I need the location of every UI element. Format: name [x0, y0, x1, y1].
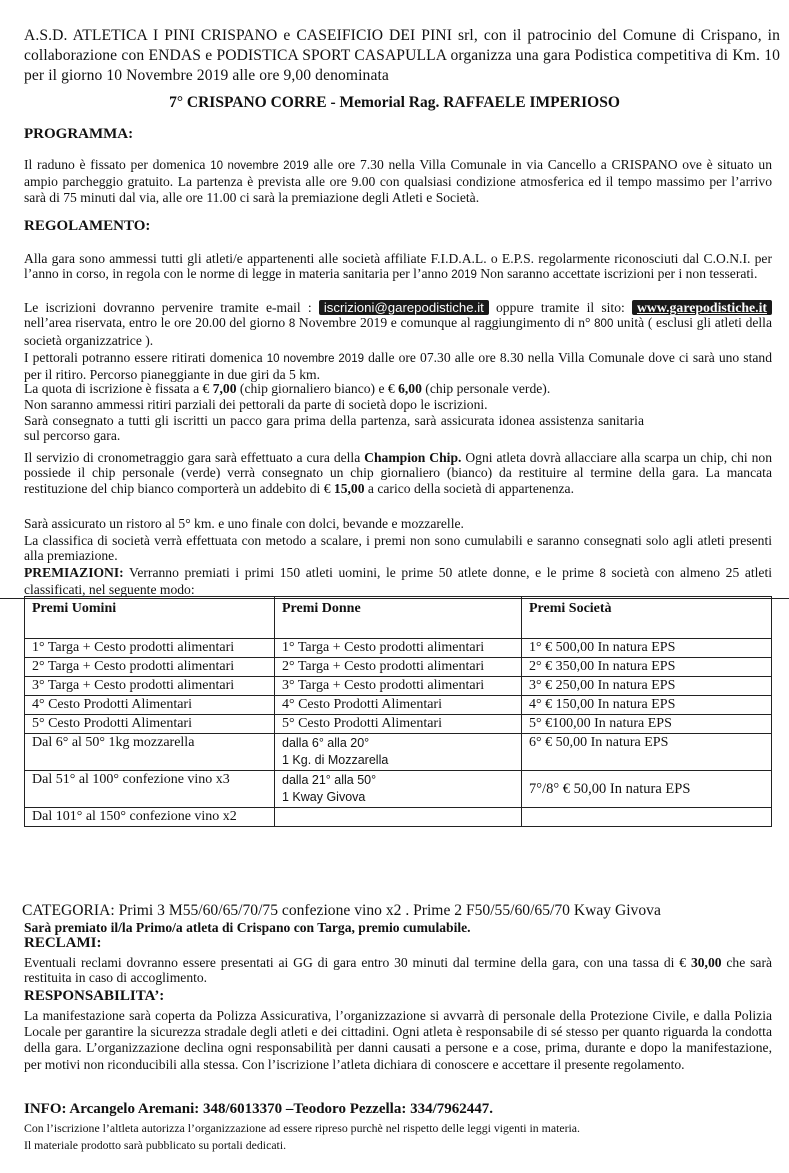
- table-cell: 3° € 250,00 In natura EPS: [522, 677, 772, 696]
- premiazioni-text-a: Verranno premiati i primi 150 atleti uomini, le prime 50 atlete donne, e le prime: [123, 565, 600, 580]
- table-cell: 1° Targa + Cesto prodotti alimentari: [275, 639, 522, 658]
- regolamento-p4-d: 6,00: [398, 381, 422, 396]
- reclami-text-2: che sarà restituita in caso di accoglimento.: [24, 955, 772, 986]
- categoria-line: CATEGORIA: Primi 3 M55/60/65/70/75 confezione vino x2 . Prime 2 F50/55/60/65/70 Kway Givova: [22, 902, 661, 919]
- programma-text-1: Il raduno è fissato per domenica: [24, 157, 211, 172]
- reclami-text-1: Eventuali reclami dovranno essere presentati ai GG di gara entro 30 minuti dal termine della gara, con una tassa di €: [24, 955, 691, 970]
- table-cell: Dal 6° al 50° 1kg mozzarella: [25, 734, 275, 771]
- footer-publication: Il materiale prodotto sarà pubblicato su portali dedicati.: [24, 1138, 287, 1152]
- header-premi-donne: Premi Donne: [275, 597, 522, 639]
- table-row: [25, 677, 772, 696]
- table-cell: 3° Targa + Cesto prodotti alimentari: [25, 677, 275, 696]
- table-cell: 4° € 150,00 In natura EPS: [522, 696, 772, 715]
- regolamento-p2-b: oppure tramite il sito:: [488, 300, 632, 315]
- reclami-amount: 30,00: [690, 955, 722, 970]
- regolamento-p9: La classifica di società verrà effettuata con metodo a scalare, i premi non sono cumulabili e saranno consegnati solo agli atleti presenti alla premiazione.: [24, 533, 772, 564]
- regolamento-p6: Sarà consegnato a tutti gli iscritti un pacco gara prima della partenza, sarà assicurata idonea assistenza sanitaria sul percorso gara.: [24, 413, 644, 444]
- responsabilita-heading: RESPONSABILITA’:: [24, 988, 165, 1004]
- programma-text: [24, 157, 772, 205]
- regolamento-p7-a: Il servizio di cronometraggio gara sarà effettuato a cura della: [24, 450, 365, 465]
- regolamento-p7-b: Champion Chip.: [364, 450, 462, 465]
- table-cell: 2° € 350,00 In natura EPS: [522, 658, 772, 677]
- table-cell-line: 1 Kway Givova: [282, 790, 366, 804]
- regolamento-p4-a: La quota di iscrizione è fissata a €: [24, 381, 213, 396]
- regolamento-p3-date: 10 novembre 2019: [266, 353, 364, 365]
- table-cell: 5° Cesto Prodotti Alimentari: [25, 715, 275, 734]
- table-cell: 7°/8° € 50,00 In natura EPS: [522, 771, 772, 808]
- table-cell: Dal 51° al 100° confezione vino x3: [25, 771, 275, 808]
- crispano-award: Sarà premiato il/la Primo/a atleta di Crispano con Targa, premio cumulabile.: [24, 920, 471, 935]
- premiazioni-heading: PREMIAZIONI:: [24, 565, 124, 580]
- intro-paragraph: A.S.D. ATLETICA I PINI CRISPANO e CASEIFICIO DEI PINI srl, con il patrocinio del Comune di Crispano, in collaborazione con ENDAS e PODISTICA SPORT CASAPULLA organizza una gara Podistica competitiva di Km. 10 per il giorno 10 Novembre 2019 alle ore 9,00 denominata: [24, 27, 780, 84]
- header-premi-uomini: Premi Uomini: [25, 597, 275, 639]
- regolamento-p1: [24, 251, 772, 284]
- regolamento-p4-b: 7,00: [212, 381, 237, 396]
- table-row: [25, 808, 772, 827]
- prizes-table: [24, 596, 772, 827]
- table-cell: [275, 734, 522, 771]
- table-row: [25, 658, 772, 677]
- regolamento-p2-day: 8: [288, 318, 296, 331]
- regolamento-p2-e: unità ( esclusi gli atleti della società organizzatrice ).: [24, 315, 772, 348]
- table-cell: 6° € 50,00 In natura EPS: [522, 734, 772, 771]
- race-title: 7° CRISPANO CORRE - Memorial Rag. RAFFAELE IMPERIOSO: [169, 94, 620, 111]
- table-cell-line: 1 Kg. di Mozzarella: [282, 753, 389, 767]
- reclami-text: [24, 955, 772, 986]
- table-cell: 3° Targa + Cesto prodotti alimentari: [275, 677, 522, 696]
- programma-text-2: alle ore 7.30 nella Villa Comunale in via Cancello a CRISPANO ove è situato un ampio parcheggio gratuito. La partenza è prevista alle ore 9.00 con qualsiasi condizione atmosferica ed il tempo massimo per l’arrivo sarà di 75 minuti dal via, alle ore 11.00 ci sarà la premiazione degli Atleti e Società.: [24, 157, 772, 205]
- regolamento-p3: [24, 350, 772, 383]
- table-cell: Dal 101° al 150° confezione vino x2: [25, 808, 275, 827]
- regolamento-p2-c: nell’area riservata, entro le ore 20.00 del giorno: [24, 315, 289, 331]
- table-cell: 5° Cesto Prodotti Alimentari: [275, 715, 522, 734]
- regolamento-p2-d: Novembre 2019 e comunque al raggiungimento di n°: [295, 315, 595, 331]
- regolamento-p2-num: 800: [594, 318, 614, 331]
- table-cell: 4° Cesto Prodotti Alimentari: [275, 696, 522, 715]
- table-cell: 2° Targa + Cesto prodotti alimentari: [25, 658, 275, 677]
- info-contacts: INFO: Arcangelo Aremani: 348/6013370 –Teodoro Pezzella: 334/7962447.: [24, 1101, 493, 1117]
- regolamento-p1-a: Alla gara sono ammessi tutti gli atleti/e appartenenti alle società affiliate F.I.D.A.L. o E.P.S. regolarmente riconosciuti dal C.O.N.I. per l’anno in corso, in regola con le norme di legge in materia sanitaria per l’anno: [24, 251, 772, 282]
- regolamento-p2: [24, 300, 772, 348]
- reclami-heading: RECLAMI:: [24, 935, 102, 951]
- table-cell-line: dalla 6° alla 20°: [282, 736, 370, 750]
- table-cell-line: dalla 21° alla 50°: [282, 773, 377, 787]
- table-row: [25, 696, 772, 715]
- table-row: [25, 771, 772, 808]
- regolamento-p8: Sarà assicurato un ristoro al 5° km. e uno finale con dolci, bevande e mozzarelle.: [24, 516, 464, 531]
- email-link[interactable]: iscrizioni@garepodistiche.it: [319, 300, 489, 315]
- regolamento-p3-a: I pettorali potranno essere ritirati domenica: [24, 350, 267, 365]
- table-cell: [275, 808, 522, 827]
- table-cell: 4° Cesto Prodotti Alimentari: [25, 696, 275, 715]
- prizes-header-row: [25, 597, 772, 639]
- table-row: [25, 734, 772, 771]
- table-cell: 1° € 500,00 In natura EPS: [522, 639, 772, 658]
- programma-date: 10 novembre 2019: [210, 160, 309, 172]
- regolamento-p4-c: (chip giornaliero bianco) e €: [236, 381, 399, 396]
- table-cell: 5° €100,00 In natura EPS: [522, 715, 772, 734]
- regolamento-p5: Non saranno ammessi ritiri parziali dei pettorali da parte di società dopo le iscrizioni.: [24, 397, 488, 412]
- regolamento-p7-d: 15,00: [333, 480, 365, 496]
- table-row: [25, 715, 772, 734]
- regolamento-p1-b: Non saranno accettate iscrizioni per i non tesserati.: [476, 266, 758, 282]
- premiazioni-text-b: società con almeno 25 atleti classificati, nel seguente modo:: [24, 565, 773, 598]
- programma-heading: PROGRAMMA:: [24, 126, 134, 142]
- header-premi-societa: Premi Società: [522, 597, 772, 639]
- table-cell: [522, 808, 772, 827]
- regolamento-p1-year: 2019: [451, 269, 477, 282]
- table-row: [25, 639, 772, 658]
- footer-consent: Con l’iscrizione l’altleta autorizza l’organizzazione ad essere ripreso purchè nel rispetto delle leggi vigenti in materia.: [24, 1121, 580, 1135]
- regolamento-p7-e: a carico della società di appartenenza.: [364, 480, 574, 496]
- regolamento-p7-c: Ogni atleta dovrà allacciare alla scarpa un chip, chi non possiede il chip personale (verde) verrà consegnato un chip giornaliero (bianco) da restituire al termine della gara. La mancata restituzione del chip bianco comporterà un addebito di €: [24, 450, 773, 496]
- table-cell: 1° Targa + Cesto prodotti alimentari: [25, 639, 275, 658]
- regolamento-p4-e: (chip personale verde).: [421, 381, 551, 396]
- regolamento-heading: REGOLAMENTO:: [24, 218, 151, 234]
- premiazioni-text: [24, 565, 772, 598]
- regolamento-p4: [24, 381, 772, 396]
- regolamento-p7: [24, 450, 772, 496]
- regolamento-p3-b: dalle ore 07.30 alle ore 8.30 nella Villa Comunale dove ci sarà uno stand per il ritiro. Percorso pianeggiante in due giri da 5 km.: [24, 350, 772, 383]
- website-link[interactable]: www.garepodistiche.it: [632, 300, 772, 315]
- responsabilita-text: La manifestazione sarà coperta da Polizza Assicurativa, l’organizzazione si avvarrà di personale della Protezione Civile, e dalla Polizia Locale per garantire la sicurezza stradale degli atleti e dei cittadini. Ogni atleta è responsabile di sé stesso per quanto riguarda la condotta della gara. L’organizzazione declina ogni responsabilità per danni causati a persone e a cose, prima, durante e dopo la manifestazione, per motivi non riconducibili alla stessa. Con l’iscrizione l’atleta dichiara di conoscere e accettare il presente regolamento.: [24, 1008, 772, 1072]
- table-cell: 2° Targa + Cesto prodotti alimentari: [275, 658, 522, 677]
- premiazioni-num: 8: [599, 568, 606, 580]
- regolamento-p2-a: Le iscrizioni dovranno pervenire tramite e-mail :: [24, 300, 319, 315]
- table-cell: [275, 771, 522, 808]
